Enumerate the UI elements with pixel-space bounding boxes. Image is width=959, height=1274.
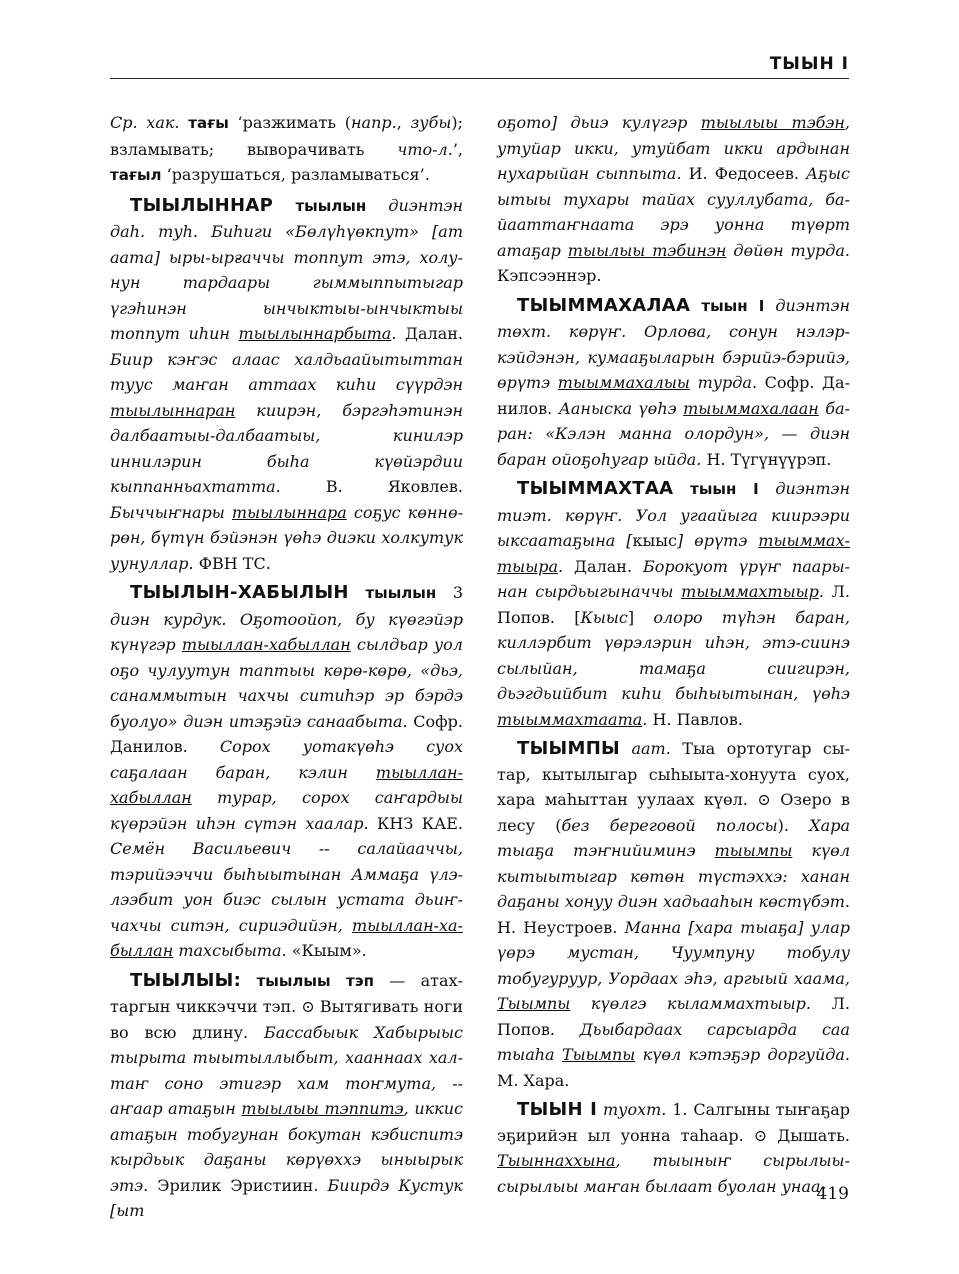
text-run: ). — [777, 815, 810, 835]
text-run: тыын I — [673, 480, 759, 498]
text-run: Сорох уотакүөһэ суох саҕалаан баран, кэлин — [110, 737, 463, 782]
text-run: М. Хара. — [497, 1070, 570, 1090]
text-run: сылдьар уол оҕо чулуутун таптыы көрө-көрө, «дьэ, санаммытын чахчы ситиһэр эр бэрдэ буолуо» диэн итэҕэйэ санаабыта. — [110, 635, 463, 731]
text-run: Ср. хак. — [110, 113, 189, 132]
text-run: тыылын — [348, 584, 437, 602]
left-column — [110, 110, 463, 1228]
text-run: Н. Павлов. — [647, 709, 743, 729]
headword: ТЫЫН I — [517, 1099, 598, 1120]
text-run: ] өрүтэ — [676, 531, 759, 550]
text-run: Кыыс — [580, 607, 628, 627]
text-run: Н. Түгүнүүрэп. — [701, 449, 832, 469]
text-run: Семён Васильевич -- салайааччы, тэрийээччи быһыытынан Аммаҕа үлэлээбит уон биэс сылын устата дьиҥчахчы ситэн, сириэдийэн, — [110, 839, 463, 935]
text-run: ФВН ТС. — [193, 553, 271, 573]
text-run: Аҕыс ытыы тухары тайах сууллубата, байааттаҥнаата эрэ уонна түөрт атаҕар — [497, 164, 850, 260]
text-run: Ааныска үөһэ — [558, 398, 684, 418]
example-form: Тыыннаххына — [497, 1151, 616, 1170]
example-form: тыылыы тэбэн — [700, 113, 845, 132]
text-run: , — [396, 113, 411, 132]
text-run: күөлгэ кыламмахтыыр. — [570, 994, 811, 1013]
text-run: ); взламывать; выворачивать — [110, 113, 464, 159]
text-run: Биирдэ Кустук [ыт — [110, 1175, 463, 1220]
example-form: тыыммахтаата — [497, 709, 643, 729]
text-run: . — [642, 709, 648, 729]
text-run: тағыл — [110, 166, 162, 184]
text-run: туохт. — [597, 1100, 667, 1119]
entry-etymology-note — [110, 110, 463, 189]
text-run: ] ыры-ырғаччы топпут этэ, холунун тардаары гыммыппытыгар үгэһинэн ынчыктыы-ынчыктыы топпут иһин — [110, 247, 463, 343]
text-run: диэн курдук. Оҕотоойоп, бу күөгэйэр күнүгэр — [110, 609, 463, 654]
example-form: тыылыы тэбинэн — [567, 240, 727, 260]
text-run: зубы — [410, 113, 452, 132]
text-run: . Далан. — [391, 324, 463, 343]
text-run: Манна [хара тыаҕа] улар үөрэ мустан, Чуумпуну тобулу тобугуруур, Уордаах эһэ, аргыый хаама, — [497, 917, 851, 988]
text-run: Кэпсээннэр. — [497, 266, 602, 285]
headword: ТЫЫМПЫ — [517, 738, 621, 759]
text-run: КНЗ КАЕ. — [368, 813, 463, 833]
example-form: тыылыннаран — [110, 400, 236, 420]
example-form: Тыымпы — [561, 1045, 636, 1064]
text-run: Л. Попов. [ — [497, 582, 850, 627]
text-run: аат. — [620, 739, 671, 758]
text-run: Борокуот үрүҥ паарынан сырдьыгыначчы — [497, 556, 851, 601]
text-run: оҕото] дьиэ кулүгэр — [497, 113, 701, 132]
headword: ТЫЫЛЫН-ХАБЫЛЫН — [130, 582, 349, 603]
text-run: — атахтаргын чиккэччи тэп. ⊙ Вытягивать ноги во всю длину. — [110, 970, 463, 1042]
text-run: Н. Неустроев. — [497, 917, 625, 937]
text-run: турда. — [689, 373, 758, 392]
text-run: без береговой полосы — [561, 815, 778, 835]
text-run: диэнтэн даһ. туһ. Биһиги «Бөлүһүөкпут» [ — [110, 195, 463, 241]
text-run: , тыыныҥ сырылыысырылыы маҥан былаат буолан унаа- — [497, 1151, 850, 1196]
text-run: Быччыҥнары — [110, 502, 232, 522]
example-form: тыыммахалыы — [557, 373, 690, 392]
example-form: тыылыннара — [231, 502, 347, 522]
entry-tyylyy — [110, 968, 463, 1224]
text-run: Бассабыык Хабырыыс тырыта тыытыллыбыт, хааннаах халтаҥ соно этигэр хам тоҥмута, -- аҥаар атаҕын — [110, 1022, 464, 1118]
example-form: тыыллан-хабыллан — [110, 762, 463, 807]
text-run: ‘разжимать ( — [228, 113, 352, 132]
text-run: кыыс — [632, 531, 677, 550]
page-number: 419 — [816, 1184, 849, 1204]
text-run: турар, сорох саҥардыы күөрэйэн иһэн сүтэн хаалар. — [110, 788, 463, 833]
example-form: тыыллан-хабыллан — [181, 635, 351, 654]
text-run: күөл кэтэҕэр доргуйда. — [635, 1045, 851, 1064]
entry-tyylyy-continued — [497, 110, 850, 289]
right-column — [497, 110, 850, 1203]
headword: ТЫЫЛЫННАР — [130, 194, 274, 216]
text-run: Дьыбардаах сарсыарда саа тыаһа — [497, 1019, 851, 1064]
entry-tyylyn-khabylyn — [110, 580, 463, 964]
headword: ТЫЫЛЫЫ: — [130, 969, 242, 991]
text-run: ] — [627, 607, 654, 627]
entry-tyymmakhalaa — [497, 293, 850, 473]
text-run: «Кыым». — [286, 941, 367, 960]
entry-tyyn-i — [497, 1097, 850, 1199]
example-form: тыылыннарбыта — [238, 324, 392, 343]
text-run: дөйөн турда. — [726, 240, 850, 260]
example-form: тыылыы тэппитэ — [241, 1099, 404, 1118]
text-run: 3 — [436, 583, 463, 602]
text-run: ат аата — [110, 222, 463, 267]
text-run: . — [558, 556, 564, 576]
text-run: диэнтэн төхт. көрүҥ. Орлова, сонун нэлэркэйдэнэн, кумааҕыларын бэрийэ-бэрийэ, өрүтэ — [497, 295, 850, 392]
text-run: , утуйар икки, утуйбат икки ардынан нухарыйан сыппыта. — [497, 113, 851, 183]
text-run: диэнтэн тиэт. көрүҥ. Уол угаайыга киирээри ыксаатаҕына [ — [497, 479, 850, 550]
text-run: Тыа ортотугар сытар, кытылыгар сыһыыта-хонуута суох, хара маһыттан уулаах күөл. ⊙ Озеро в лесу ( — [497, 739, 851, 835]
entry-tyympy — [497, 736, 850, 1093]
text-run: Биир кэҥэс алаас халдьаайытыттан туус маҥан аттаах киһи сүүрдэн — [110, 349, 463, 394]
entry-tyylynnar — [110, 193, 463, 577]
text-run: тыын I — [690, 296, 765, 315]
text-run: Эрилик Эристиин. — [148, 1175, 328, 1195]
text-run: олоро түһэн баран, киллэрбит үөрэлэрин иһэн, этэ-сиинэ сылыйан, тамаҕа сиигирэн, дьэгдьийбит киһи быһыытынан, үөһэ — [497, 607, 850, 703]
text-run: соҕус көннөрөн, бүтүн бэйэнэн үөһэ диэки холкутук уунуллар. — [110, 502, 463, 573]
text-run: Софр. Данилов. — [497, 373, 850, 418]
text-run: Далан. — [563, 556, 643, 576]
text-run: тахсыбыта. — [173, 941, 287, 960]
text-run: тыылыы тэп — [241, 971, 374, 990]
example-form: тыыммахалаан — [683, 398, 819, 418]
entry-tyymmakhtaa — [497, 476, 850, 732]
text-run: Л. Попов. — [497, 994, 850, 1039]
example-form: Тыымпы — [497, 994, 571, 1013]
text-run: 1. Салгыны тыҥаҕар эҕирийэн ыл уонна таһаар. ⊙ Дышать. — [497, 1100, 851, 1145]
header-rule — [110, 78, 849, 79]
text-run: күөл кытыытыгар көтөн түстэххэ: ханан даҕаны хонуу диэн хадьааһын көстүбэт. — [497, 841, 851, 911]
example-form: тыыммахтыыр — [681, 582, 819, 601]
text-run: баран: «Кэлэн манна олордун», — диэн баран ойоҕоһугар ыйда. — [497, 398, 851, 469]
text-run: , иккис атаҕын тобугунан бокутан кэбиспитэ кырдьык даҕаны көрүөххэ ыныырык этэ. — [110, 1099, 463, 1195]
headword: ТЫЫММАХАЛАА — [517, 294, 691, 316]
text-run: В. Яковлев. — [280, 477, 463, 496]
text-run: тыылын — [273, 196, 367, 215]
text-run: . — [818, 582, 824, 601]
headword: ТЫЫММАХТАА — [517, 478, 674, 499]
example-form: тыымпы — [714, 841, 793, 860]
text-run: напр. — [351, 113, 397, 132]
text-run: тағы — [188, 114, 229, 132]
text-run: что-л. — [397, 139, 453, 159]
text-run: ’, — [452, 139, 463, 159]
text-run: И. Федосеев. — [681, 164, 807, 183]
running-head: ТЫЫН I — [769, 54, 849, 74]
example-form: тыыммахтыыра — [497, 531, 850, 576]
text-run: киирэн, бэргэһэтинэн далбаатыы-далбаатыы, кинилэр иннилэрин быһа күөйэрдии кыппанньахтатта. — [110, 400, 463, 496]
text-run: Софр. Данилов. — [110, 711, 464, 756]
text-run: ‘разрушаться, разламываться’. — [161, 165, 430, 184]
example-form: тыыллан-хабыллан — [110, 915, 463, 960]
text-run: Хара тыаҕа тэҥнийиминэ — [497, 815, 850, 860]
